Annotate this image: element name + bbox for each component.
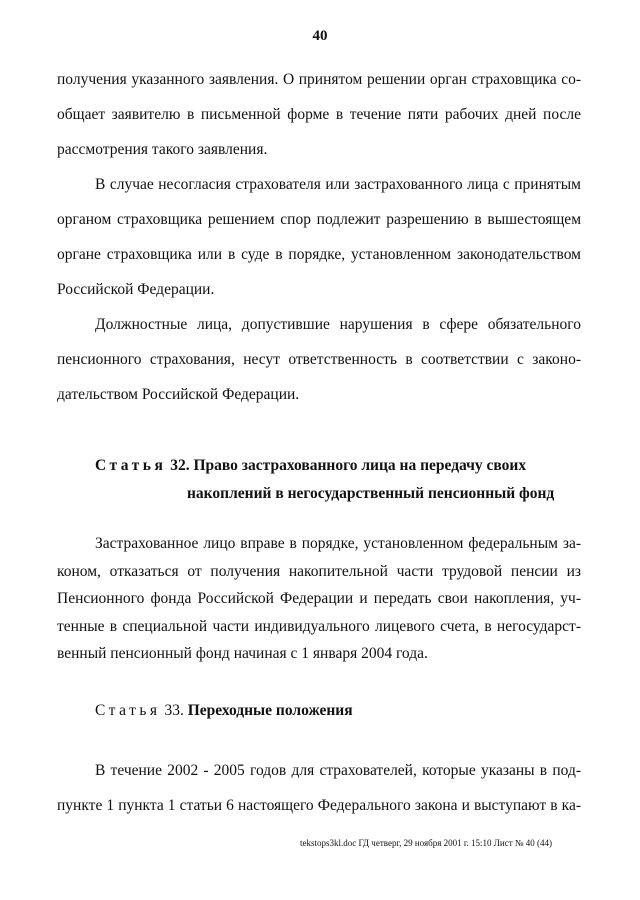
article-title: Право застрахованного лица на передачу своих xyxy=(193,457,527,474)
text-line: В течение 2002 - 2005 годов для страхователей, которые указаны в под- xyxy=(95,762,581,779)
text-line: Пенсионного фонда Российской Федерации и передать свои накопления, уч- xyxy=(57,590,581,607)
paragraph-continuation xyxy=(57,62,581,167)
article-number: 33. xyxy=(164,702,184,719)
paragraph-dispute xyxy=(57,167,581,307)
text-line: Российской Федерации. xyxy=(57,281,215,298)
text-line: коном, отказаться от получения накопительной части трудовой пенсии из xyxy=(57,562,581,580)
article-label: Статья xyxy=(95,457,167,474)
page-number: 40 xyxy=(312,28,328,44)
article-33-heading xyxy=(95,697,353,725)
article-title: Переходные положения xyxy=(187,702,353,719)
text-line: пенсионного страхования, несут ответственность в соответствии с законо- xyxy=(57,351,581,368)
text-line: В случае несогласия страхователя или застрахованного лица с принятым xyxy=(95,176,581,193)
text-line: получения указанного заявления. О принятом решении орган страховщика со- xyxy=(57,71,581,88)
text-line: венный пенсионный фонд начиная с 1 января 2004 года. xyxy=(57,645,428,662)
text-line: рассмотрения такого заявления. xyxy=(57,141,268,158)
article-32-heading xyxy=(95,452,554,508)
text-line: тенные в специальной части индивидуального лицевого счета, в негосударст- xyxy=(57,617,581,635)
article-number: 32. xyxy=(170,457,190,474)
document-footer: tekstops3kl.doc ГД четверг, 29 ноября 2001 г. 15:10 Лист № 40 (44) xyxy=(300,838,552,848)
paragraph-responsibility xyxy=(57,307,581,412)
article-title-continuation: накоплений в негосударственный пенсионный фонд xyxy=(187,485,555,502)
article-label: Статья xyxy=(95,702,161,719)
text-line: органе страховщика или в суде в порядке, установленном законодательством xyxy=(57,246,581,263)
text-line: органом страховщика решением спор подлежит разрешению в вышестоящем xyxy=(57,211,581,228)
text-line: общает заявителю в письменной форме в течение пяти рабочих дней после xyxy=(57,106,581,123)
text-line: Должностные лица, допустившие нарушения в сфере обязательного xyxy=(95,316,581,333)
paragraph-transitional xyxy=(57,753,581,823)
text-line: Застрахованное лицо вправе в порядке, установленном федеральным за- xyxy=(95,535,581,552)
text-line: дательством Российской Федерации. xyxy=(57,386,300,403)
paragraph-transfer-right xyxy=(57,530,581,668)
text-line: пункте 1 пункта 1 статьи 6 настоящего Федерального закона и выступают в ка- xyxy=(57,797,581,814)
